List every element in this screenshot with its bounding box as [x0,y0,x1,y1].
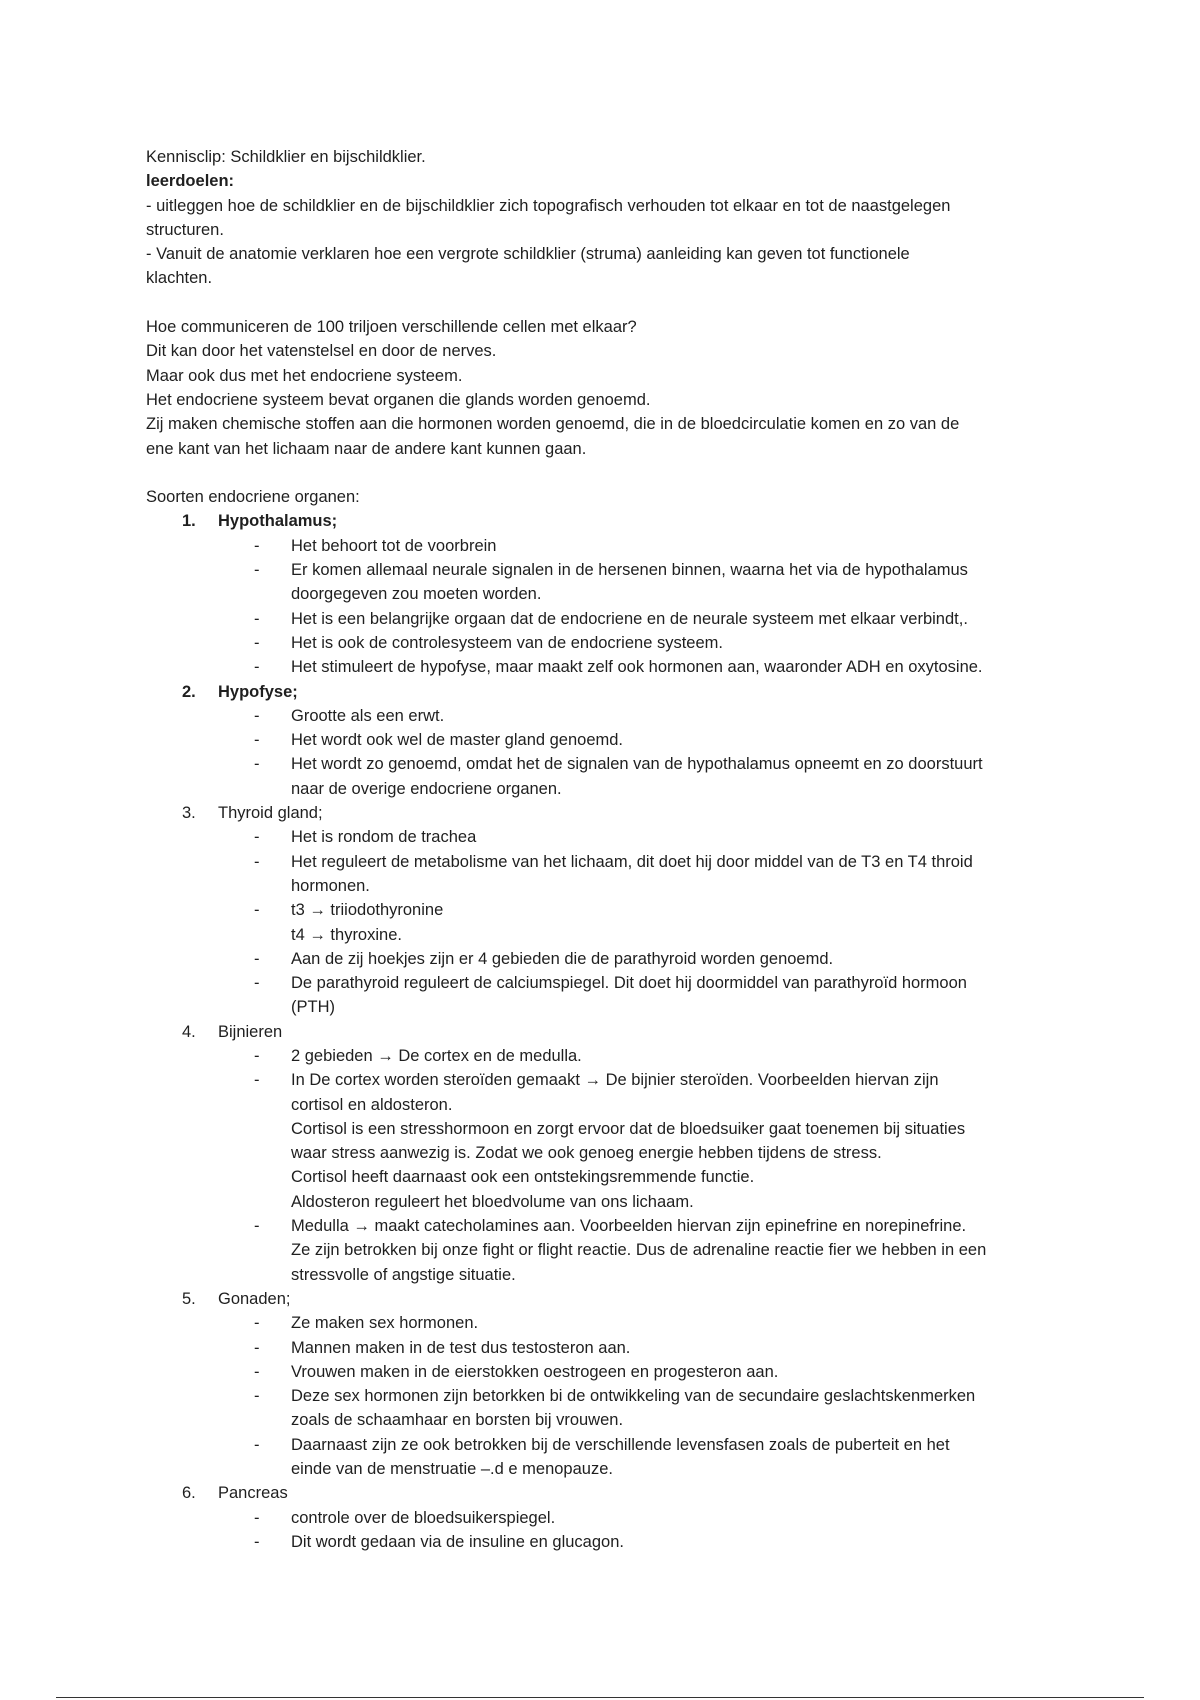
organ-item-pancreas: 6. Pancreas [182,1484,288,1503]
list-item-continuation: t4 → thyroxine. [291,925,402,944]
list-item: - Daarnaast zijn ze ook betrokken bij de verschillende levensfasen zoals de puberteit en het [254,1435,950,1454]
list-item: - Deze sex hormonen zijn betorkken bi de ontwikkeling van de secundaire geslachtskenmerken [254,1387,976,1406]
intro-line: Hoe communiceren de 100 triljoen verschillende cellen met elkaar? [146,318,637,337]
list-item: - Ze maken sex hormonen. [254,1314,479,1333]
list-item: - t3 → triiodothyronine [254,901,444,920]
list-item: - Het wordt ook wel de master gland genoemd. [254,731,624,750]
organ-title: Gonaden; [218,1289,291,1308]
list-item: - Aan de zij hoekjes zijn er 4 gebieden die de parathyroid worden genoemd. [254,949,834,968]
list-item-continuation: naar de overige endocriene organen. [291,779,562,798]
list-item: - Medulla → maakt catecholamines aan. Voorbeelden hiervan zijn epinefrine en norepinefrine. [254,1217,967,1236]
list-item: - 2 gebieden → De cortex en de medulla. [254,1046,582,1065]
organ-item-hypofyse: 2. Hypofyse; [182,682,298,701]
list-item: - Dit wordt gedaan via de insuline en glucagon. [254,1532,624,1551]
organ-title: Hypothalamus; [218,512,338,531]
list-item: - In De cortex worden steroïden gemaakt → De bijnier steroïden. Voorbeelden hiervan zijn [254,1071,939,1090]
list-item: - Vrouwen maken in de eierstokken oestrogeen en progesteron aan. [254,1362,779,1381]
list-item: - De parathyroid reguleert de calciumspiegel. Dit doet hij doormiddel van parathyroïd hormoon [254,974,967,993]
list-item: - Grootte als een erwt. [254,706,445,725]
document-page [146,145,1086,1554]
list-item: - Er komen allemaal neurale signalen in de hersenen binnen, waarna het via de hypothalamus [254,561,968,580]
list-item-continuation: Cortisol is een stresshormoon en zorgt ervoor dat de bloedsuiker gaat toenemen bij situaties [291,1119,966,1138]
list-item: - Het is ook de controlesysteem van de endocriene systeem. [254,633,723,652]
organ-item-hypothalamus: 1. Hypothalamus; [182,512,338,531]
intro-line: Het endocriene systeem bevat organen die glands worden genoemd. [146,390,651,409]
organs-heading: Soorten endocriene organen: [146,488,360,507]
goal-1-line-1: - uitleggen hoe de schildklier en de bijschildklier zich topografisch verhouden tot elkaar en tot de naastgelegen [146,196,951,215]
organ-title: Pancreas [218,1484,288,1503]
list-item: - Het behoort tot de voorbrein [254,536,497,555]
list-item-continuation: hormonen. [291,876,370,895]
list-item-continuation: (PTH) [291,998,335,1017]
organ-item-bijnieren: 4. Bijnieren [182,1022,283,1041]
list-item: - Het is rondom de trachea [254,828,477,847]
list-item: - Het is een belangrijke orgaan dat de endocriene en de neurale systeem met elkaar verbindt,. [254,609,968,628]
goal-1-line-2: structuren. [146,220,224,239]
list-item-continuation: Cortisol heeft daarnaast ook een ontstekingsremmende functie. [291,1168,755,1187]
organ-item-gonaden: 5. Gonaden; [182,1289,291,1308]
list-item: - controle over de bloedsuikerspiegel. [254,1508,556,1527]
intro-line: Maar ook dus met het endocriene systeem. [146,366,463,385]
list-item-continuation: zoals de schaamhaar en borsten bij vrouwen. [291,1411,624,1430]
list-item-continuation: Ze zijn betrokken bij onze fight or flight reactie. Dus de adrenaline reactie fier we hebben in een [291,1241,987,1260]
organ-title: Bijnieren [218,1022,283,1041]
list-item-continuation: doorgegeven zou moeten worden. [291,585,542,604]
list-item: - Mannen maken in de test dus testosteron aan. [254,1338,631,1357]
document-title: Kennisclip: Schildklier en bijschildklier. [146,148,426,166]
list-item: - Het wordt zo genoemd, omdat het de signalen van de hypothalamus opneemt en zo doorstuurt [254,755,983,774]
organ-title: Hypofyse; [218,682,298,701]
intro-line: Zij maken chemische stoffen aan die hormonen worden genoemd, die in de bloedcirculatie komen en zo van de [146,415,960,434]
goal-2-line-1: - Vanuit de anatomie verklaren hoe een vergrote schildklier (struma) aanleiding kan geven tot functionele [146,245,910,264]
list-item-continuation: cortisol en aldosteron. [291,1095,453,1114]
list-item: - Het reguleert de metabolisme van het lichaam, dit doet hij door middel van de T3 en T4 throid [254,852,973,871]
organ-title: Thyroid gland; [218,804,323,823]
list-item-continuation: stressvolle of angstige situatie. [291,1265,516,1284]
list-item-continuation: einde van de menstruatie –.d e menopauze. [291,1460,613,1479]
list-item: - Het stimuleert de hypofyse, maar maakt zelf ook hormonen aan, waaronder ADH en oxytosine. [254,658,983,677]
list-item-continuation: Aldosteron reguleert het bloedvolume van ons lichaam. [291,1192,694,1211]
list-item-continuation: waar stress aanwezig is. Zodat we ook genoeg energie hebben tijdens de stress. [291,1144,882,1163]
footer-divider [56,1697,1144,1698]
goals-heading: leerdoelen: [146,172,235,191]
intro-line: ene kant van het lichaam naar de andere kant kunnen gaan. [146,439,587,458]
organ-item-thyroid: 3. Thyroid gland; [182,804,323,823]
intro-line: Dit kan door het vatenstelsel en door de nerves. [146,342,497,361]
goal-2-line-2: klachten. [146,269,213,288]
